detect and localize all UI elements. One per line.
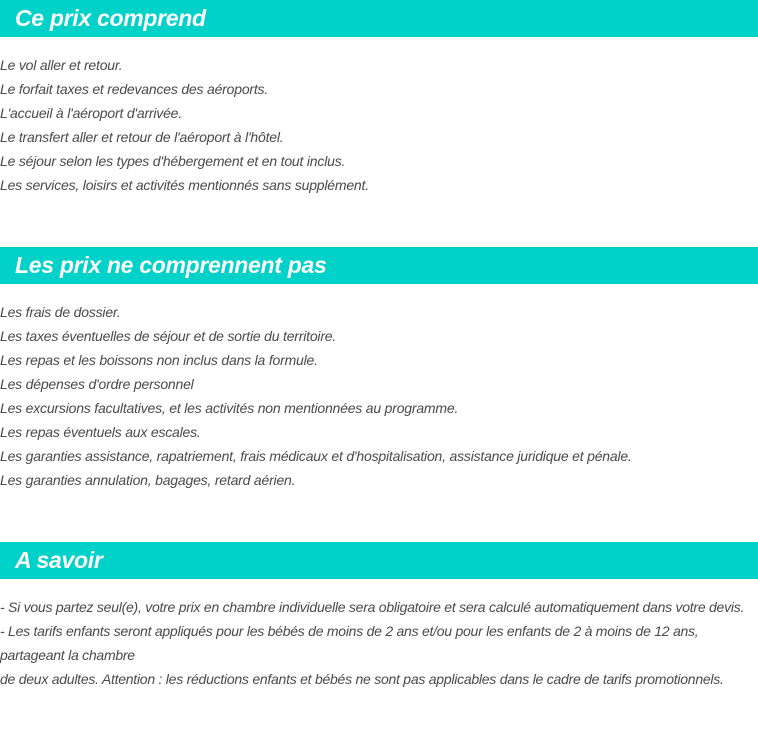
- section-price-excludes: [0, 247, 758, 492]
- section-price-includes: [0, 0, 758, 197]
- section-title: A savoir: [15, 547, 103, 573]
- list-item: Les taxes éventuelles de séjour et de sortie du territoire.: [0, 328, 337, 344]
- list-item: Les garanties annulation, bagages, retard aérien.: [0, 472, 296, 488]
- list-item: Les repas et les boissons non inclus dans la formule.: [0, 352, 318, 368]
- list-item: Le séjour selon les types d'hébergement et en tout inclus.: [0, 153, 346, 169]
- list-item: Les services, loisirs et activités mentionnés sans supplément.: [0, 177, 369, 193]
- list-item: Le forfait taxes et redevances des aéroports.: [0, 81, 269, 97]
- section-good-to-know: [0, 542, 758, 691]
- list-item: Les garanties assistance, rapatriement, frais médicaux et d'hospitalisation, assistance juridique et pénale.: [0, 448, 632, 464]
- info-paragraph: de deux adultes. Attention : les réductions enfants et bébés ne sont pas applicables dans le cadre de tarifs promotionnels.: [0, 671, 724, 687]
- list-item: Les repas éventuels aux escales.: [0, 424, 201, 440]
- section-title: Ce prix comprend: [15, 5, 206, 31]
- section-title: Les prix ne comprennent pas: [15, 252, 327, 278]
- list-item: Les frais de dossier.: [0, 304, 121, 320]
- list-item: Le vol aller et retour.: [0, 57, 123, 73]
- info-paragraph: - Les tarifs enfants seront appliqués pour les bébés de moins de 2 ans et/ou pour les enfants de 2 à moins de 12 ans, partageant la chambre: [0, 623, 699, 663]
- list-item: Les dépenses d'ordre personnel: [0, 376, 194, 392]
- list-item: Les excursions facultatives, et les activités non mentionnées au programme.: [0, 400, 459, 416]
- section-header: [0, 0, 758, 37]
- section-header: [0, 247, 758, 284]
- list-item: L'accueil à l'aéroport d'arrivée.: [0, 105, 182, 121]
- info-body: [0, 595, 758, 691]
- excluded-list: [0, 300, 758, 492]
- info-paragraph: - Si vous partez seul(e), votre prix en chambre individuelle sera obligatoire et sera calculé automatiquement dans votre devis.: [0, 599, 745, 615]
- section-header: [0, 542, 758, 579]
- list-item: Le transfert aller et retour de l'aéroport à l'hôtel.: [0, 129, 284, 145]
- included-list: [0, 53, 758, 197]
